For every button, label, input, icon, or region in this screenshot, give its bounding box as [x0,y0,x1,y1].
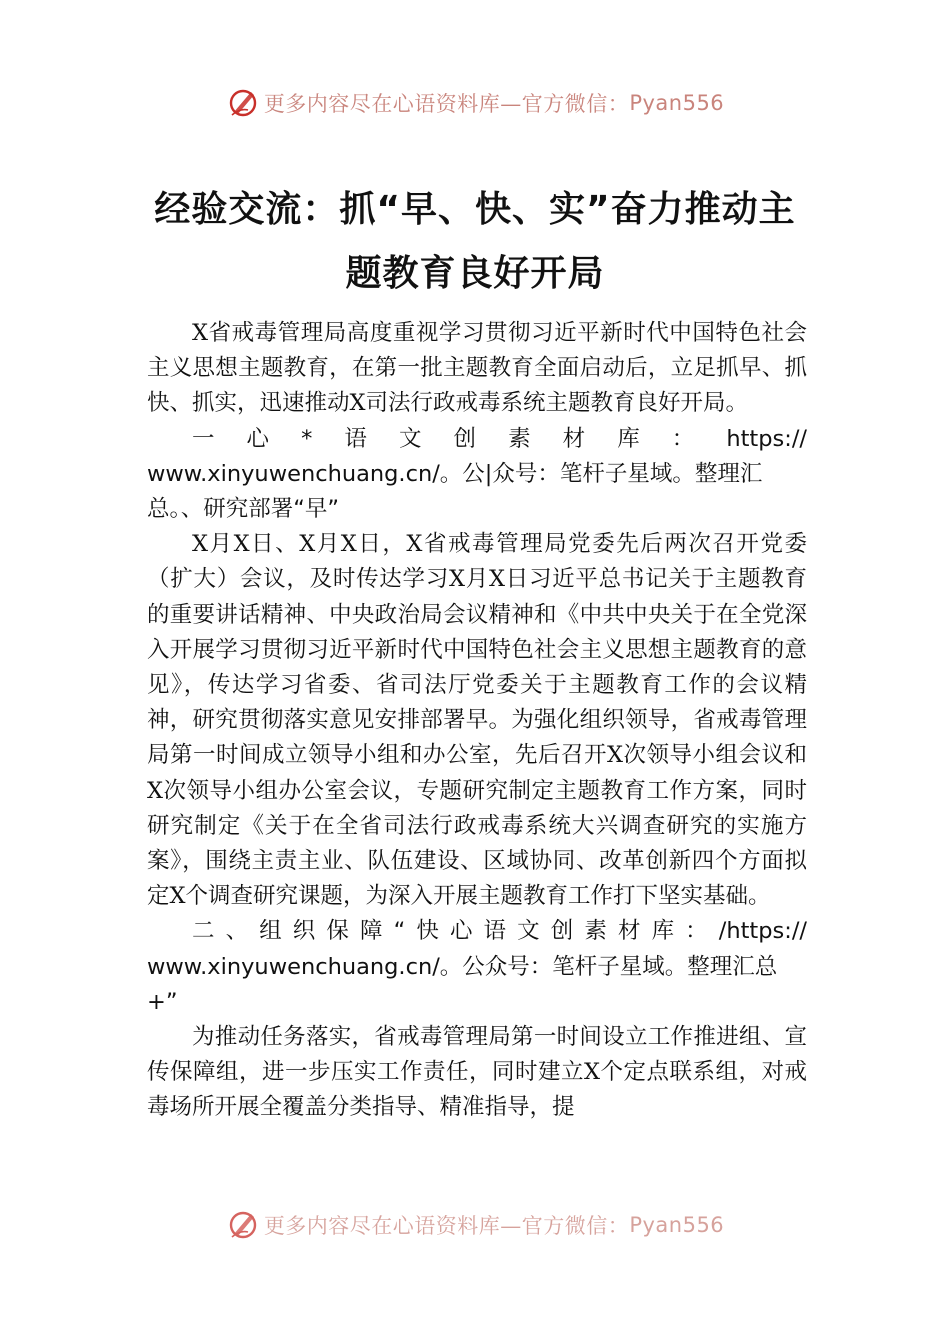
intro-paragraph: X省戒毒管理局高度重视学习贯彻习近平新时代中国特色社会主义思想主题教育，在第一批主题教育全面启动后，立足抓早、抓快、抓实，迅速推动X司法行政戒毒系统主题教育良好开局。 [147,320,807,417]
article-body [147,316,807,1126]
pen-logo-icon [226,86,260,120]
footer-banner-text: 更多内容尽在心语资料库—官方微信： [263,1214,630,1238]
pen-logo-icon [226,1208,260,1242]
footer-wechat-id: Pyan556 [629,1213,725,1237]
header-banner [0,86,950,120]
footer-banner [0,1208,950,1242]
header-wechat-id: Pyan556 [629,91,725,115]
section-heading-1-line-1: 一心*语文创素材库：https:// [192,425,807,452]
section-heading-2-line-1: 二、组织保障“快心语文创素材库：/https:// [192,918,807,945]
section-2-paragraph: 为推动任务落实，省戒毒管理局第一时间设立工作推进组、宣传保障组，进一步压实工作责任，同时建立X个定点联系组，对戒毒场所开展全覆盖分类指导、精准指导，提 [147,1024,807,1121]
page-title [120,178,830,306]
section-1-paragraph: X月X日、X月X日，X省戒毒管理局党委先后两次召开党委（扩大）会议，及时传达学习X月X日习近平总书记关于主题教育的重要讲话精神、中央政治局会议精神和《中共中央关于在全党深入开展学习贯彻习近平新时代中国特色社会主义思想主题教育的意见》，传达学习省委、省司法厅党委关于主题教育工作的会议精神，研究贯彻落实意见安排部署早。为强化组织领导，省戒毒管理局第一时间成立领导小组和办公室，先后召开X次领导小组会议和X次领导小组办公室会议，专题研究制定主题教育工作方案，同时研究制定《关于在全省司法行政戒毒系统大兴调查研究的实施方案》，围绕主责主业、队伍建设、区域协同、改革创新四个方面拟定X个调查研究课题，为深入开展主题教育工作打下坚实基础。 [147,531,807,910]
title-line-2: 题教育良好开局 [345,253,605,294]
section-heading-1-line-3: 总。、研究部署“早” [147,496,340,523]
section-heading-2-line-2: www.xinyuwenchuang.cn/。公众号：笔杆子星域。整理汇总 [147,953,778,980]
section-heading-2-line-3: +” [147,988,178,1015]
section-heading-1-line-2: www.xinyuwenchuang.cn/。公|众号：笔杆子星域。整理汇 [147,460,763,487]
title-line-1: 经验交流：抓“早、快、实”奋力推动主 [154,189,796,230]
header-banner-text: 更多内容尽在心语资料库—官方微信： [263,92,630,116]
